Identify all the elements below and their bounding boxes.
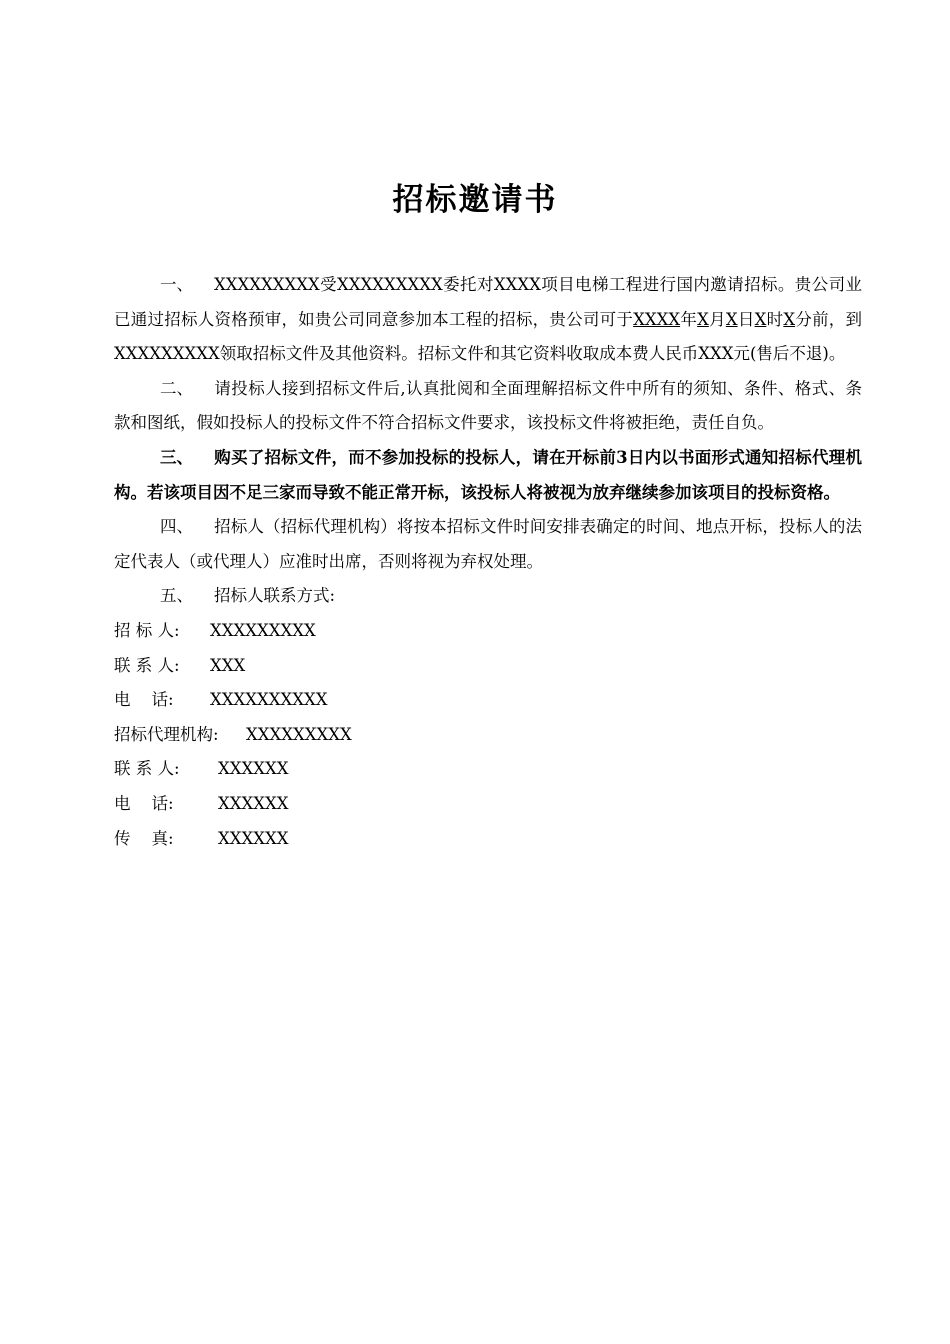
year-unit: 年 xyxy=(680,309,698,329)
hour-unit: 时 xyxy=(766,309,784,329)
agency-phone-label: 电 话: xyxy=(114,793,174,813)
contact-list xyxy=(114,614,862,856)
paragraph-text: 请投标人接到招标文件后,认真批阅和全面理解招标文件中所有的须知、条件、格式、条款和图纸，假如投标人的投标文件不符合招标文件要求，该投标文件将被拒绝，责任自负。 xyxy=(114,378,862,433)
document-title: 招标邀请书 xyxy=(392,182,558,218)
phone-label: 电 话: xyxy=(114,690,174,710)
paragraph-number: 五、 xyxy=(160,586,193,606)
document-body xyxy=(114,268,862,856)
contact-person-label: 联 系 人: xyxy=(114,655,180,675)
paragraph-number: 四、 xyxy=(160,517,193,537)
minute-blank: X xyxy=(783,309,796,329)
paragraph-5 xyxy=(114,579,862,614)
contact-row-agency xyxy=(114,718,862,753)
paragraph-1 xyxy=(114,268,862,372)
contact-person-value: XXX xyxy=(210,655,246,675)
paragraph-text-end: 分前，到XXXXXXXXX领取招标文件及其他资料。招标文件和其它资料收取成本费人民币XXX元(售后不退)。 xyxy=(114,309,863,364)
fax-value: XXXXXX xyxy=(218,828,289,848)
paragraph-number: 一、 xyxy=(160,275,193,294)
agency-contact-value: XXXXXX xyxy=(218,759,289,779)
paragraph-text: 招标人（招标代理机构）将按本招标文件时间安排表确定的时间、地点开标，投标人的法定代表人（或代理人）应准时出席，否则将视为弃权处理。 xyxy=(114,517,862,571)
paragraph-text: 购买了招标文件，而不参加投标的投标人，请在开标前3日内以书面形式通知招标代理机构。若该项目因不足三家而导致不能正常开标，该投标人将被视为放弃继续参加该项目的投标资格。 xyxy=(114,447,862,502)
contact-row-phone xyxy=(114,683,862,718)
agency-value: XXXXXXXXX xyxy=(246,724,352,744)
paragraph-2 xyxy=(114,372,862,441)
paragraph-text: XXXXXXXXX受XXXXXXXXX委托对XXXX项目电梯工程进行国内邀请招标。贵公司业已通过招标人资格预审，如贵公司同意参加本工程的招标，贵公司可于 xyxy=(114,275,862,329)
tenderer-label: 招 标 人: xyxy=(114,620,180,640)
contact-row-contact-person xyxy=(114,649,862,684)
paragraph-text: 招标人联系方式: xyxy=(214,586,336,606)
month-blank: X xyxy=(697,309,709,329)
agency-phone-value: XXXXXX xyxy=(218,793,289,813)
hour-blank: X xyxy=(754,309,767,329)
agency-contact-label: 联 系 人: xyxy=(114,759,180,779)
contact-row-tenderer xyxy=(114,614,862,649)
year-blank: XXXX xyxy=(633,309,681,329)
contact-row-agency-phone xyxy=(114,787,862,822)
month-unit: 月 xyxy=(708,309,726,329)
paragraph-4 xyxy=(114,510,862,579)
paragraph-number: 二、 xyxy=(160,378,193,398)
paragraph-number: 三、 xyxy=(160,447,193,467)
phone-value: XXXXXXXXXX xyxy=(210,690,328,710)
day-blank: X xyxy=(725,309,738,329)
agency-label: 招标代理机构: xyxy=(114,724,219,744)
contact-row-agency-contact xyxy=(114,752,862,787)
day-unit: 日 xyxy=(737,309,755,329)
tenderer-value: XXXXXXXXX xyxy=(210,620,316,640)
contact-row-fax xyxy=(114,822,862,857)
paragraph-3 xyxy=(114,441,862,510)
fax-label: 传 真: xyxy=(114,828,174,848)
